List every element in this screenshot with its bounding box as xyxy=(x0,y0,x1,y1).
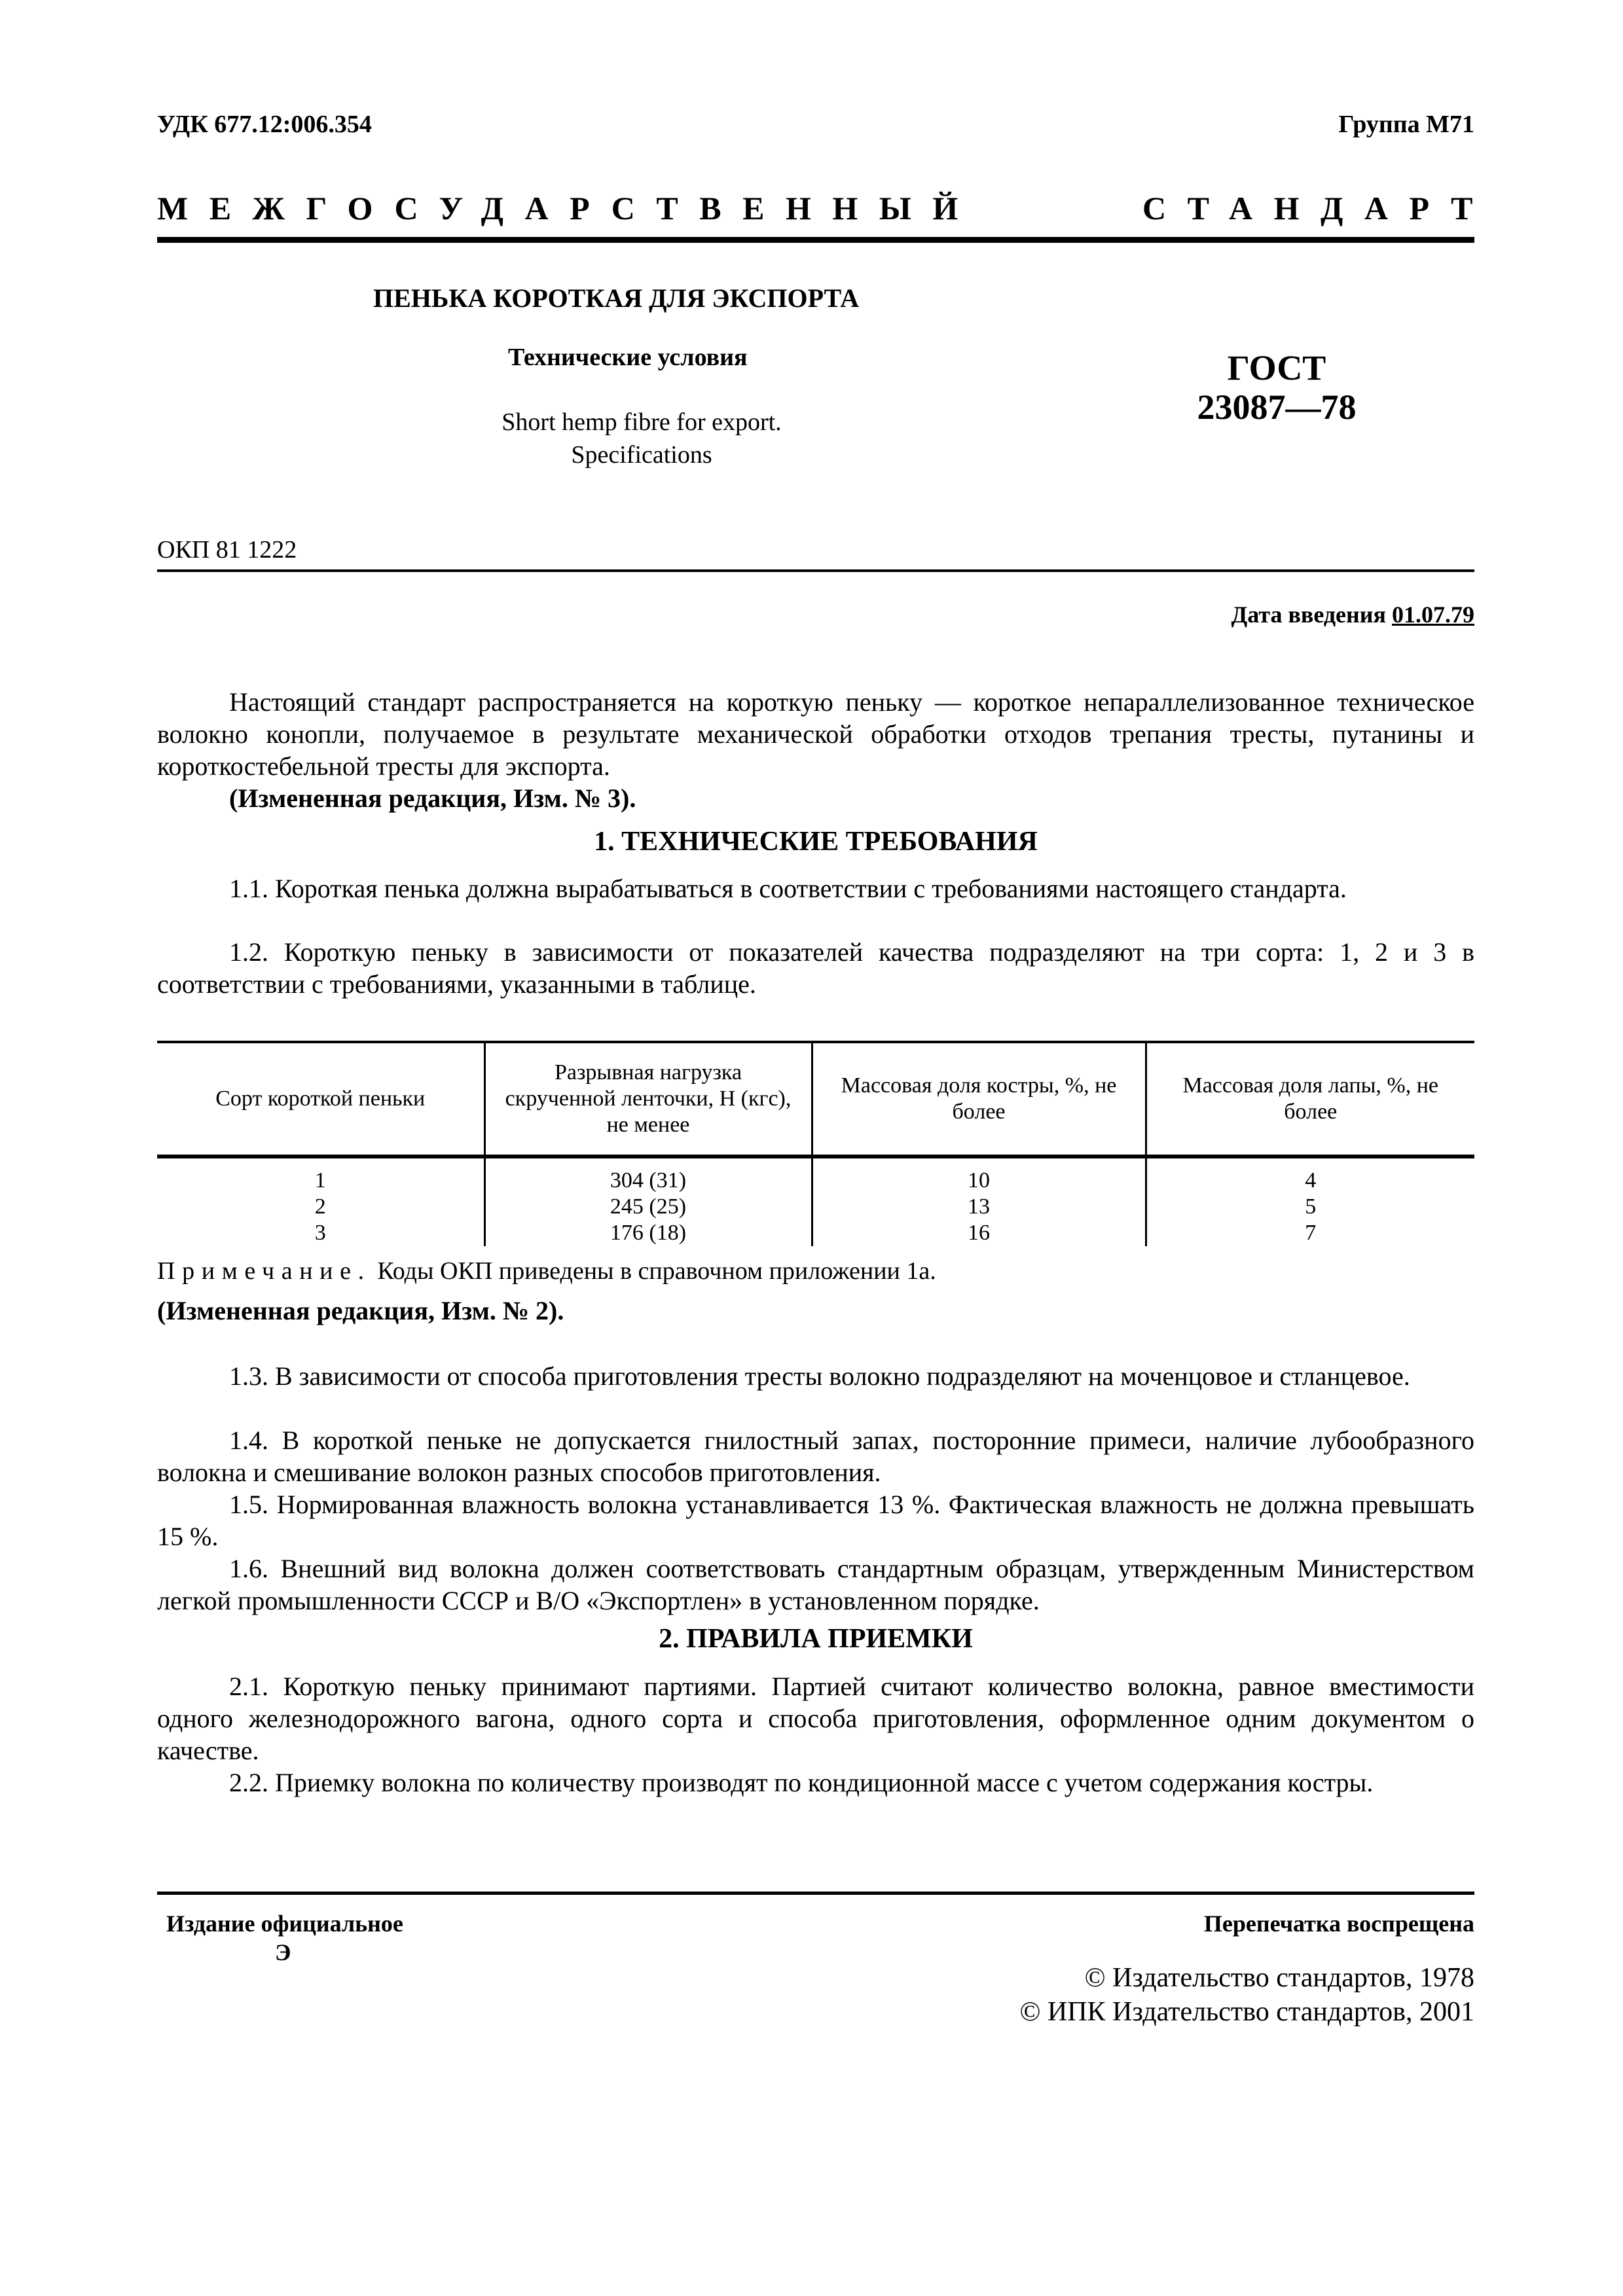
banner-word-standard: СТАНДАРТ xyxy=(1142,190,1494,226)
copyright-1978: © Издательство стандартов, 1978 xyxy=(1084,1963,1474,1993)
table-cell-grade: 2 xyxy=(314,1194,326,1219)
footer-rule xyxy=(157,1892,1474,1895)
amendment-note-3: (Измененная редакция, Изм. № 3). xyxy=(229,783,636,813)
effective-date-value: 01.07.79 xyxy=(1392,601,1474,628)
clause-1-2: 1.2. Короткую пеньку в зависимости от показателей качества подразделяют на три сорта: 1, 2 и 3 в соответствии с требованиями, указанными в таблице. xyxy=(157,937,1474,999)
table-note xyxy=(157,1257,936,1285)
clause-1-4: 1.4. В короткой пеньке не допускается гнилостный запах, посторонние примеси, наличие лубообразного волокна и смешивание волокон разных способов приготовления. xyxy=(157,1426,1474,1487)
table-cell-lapa-content: 4 xyxy=(1146,1157,1474,1194)
gost-number: 23087—78 xyxy=(1197,387,1357,427)
table-cell-grade: 1 xyxy=(314,1168,326,1193)
table-row xyxy=(157,1157,1474,1194)
table-cell-breaking-load: 304 (31) xyxy=(484,1157,812,1194)
table-row xyxy=(157,1194,1474,1220)
gost-designation xyxy=(1178,348,1375,427)
amendment-note-2: (Измененная редакция, Изм. № 2). xyxy=(157,1296,564,1325)
document-subtitle: Технические условия xyxy=(508,344,748,371)
document-title: ПЕНЬКА КОРОТКАЯ ДЛЯ ЭКСПОРТА xyxy=(373,283,860,313)
english-title-line-1: Short hemp fibre for export. xyxy=(501,408,782,436)
okp-rule xyxy=(157,569,1474,572)
section-1-heading: 1. ТЕХНИЧЕСКИЕ ТРЕБОВАНИЯ xyxy=(594,827,1038,857)
page-header xyxy=(157,110,1474,149)
banner-word-interstate: МЕЖГОСУДАРСТВЕННЫЙ xyxy=(157,190,979,226)
section-2-heading: 2. ПРАВИЛА ПРИЕМКИ xyxy=(659,1624,973,1654)
clause-1-5: 1.5. Нормированная влажность волокна устанавливается 13 %. Фактическая влажность не должна превышать 15 %. xyxy=(157,1490,1474,1551)
table-header-breaking-load: Разрывная нагрузка скрученной ленточки, Н (кгс), не менее xyxy=(484,1042,812,1157)
okp-code: ОКП 81 1222 xyxy=(157,536,297,564)
group-code: Группа М71 xyxy=(1338,111,1474,138)
clause-1-3: 1.3. В зависимости от способа приготовления тресты волокно подразделяют на моченцовое и стланцевое. xyxy=(229,1361,1410,1391)
intro-paragraph: Настоящий стандарт распространяется на короткую пеньку — короткое непараллелизованное техническое волокно конопли, получаемое в результате механической обработки отходов трепания тресты, путанины и короткостебельной тресты для экспорта. xyxy=(157,687,1474,781)
table-cell-shive-content: 16 xyxy=(812,1220,1146,1246)
table-cell-lapa-content: 7 xyxy=(1146,1220,1474,1246)
table-cell-lapa-content: 5 xyxy=(1146,1194,1474,1220)
table-cell-breaking-load: 176 (18) xyxy=(484,1220,812,1246)
effective-date-label: Дата введения xyxy=(1231,601,1392,628)
table-header-row xyxy=(157,1042,1474,1157)
table-cell-shive-content: 13 xyxy=(812,1194,1146,1220)
document-page xyxy=(157,0,1494,2296)
english-title xyxy=(471,406,812,471)
edition-mark: Э xyxy=(275,1939,291,1965)
udk-code: УДК 677.12:006.354 xyxy=(157,111,372,138)
table-cell-breaking-load: 245 (25) xyxy=(484,1194,812,1220)
grade-table xyxy=(157,1041,1474,1246)
table-header-shive-content: Массовая доля костры, %, не более xyxy=(812,1042,1146,1157)
table-cell-shive-content: 10 xyxy=(812,1157,1146,1194)
clause-1-6: 1.6. Внешний вид волокна должен соответствовать стандартным образцам, утвержденным Министерством легкой промышленности СССР и В/О «Экспортлен» в установленном порядке. xyxy=(157,1554,1474,1615)
effective-date xyxy=(1231,601,1475,628)
table-header-lapa-content: Массовая доля лапы, %, не более xyxy=(1146,1042,1474,1157)
reprint-notice: Перепечатка воспрещена xyxy=(1203,1910,1474,1937)
table-cell-grade: 3 xyxy=(314,1221,326,1245)
banner-rule xyxy=(157,237,1474,243)
clause-2-1: 2.1. Короткую пеньку принимают партиями. Партией считают количество волокна, равное вместимости одного железнодорожного вагона, одного сорта и способа приготовления, оформленное одним документом о качестве. xyxy=(157,1672,1474,1765)
table-header-grade: Сорт короткой пеньки xyxy=(157,1042,484,1157)
note-text: Коды ОКП приведены в справочном приложении 1а. xyxy=(371,1257,936,1285)
note-label: Примечание. xyxy=(157,1257,371,1285)
official-edition: Издание официальное xyxy=(166,1910,403,1937)
clause-2-2: 2.2. Приемку волокна по количеству производят по кондиционной массе с учетом содержания костры. xyxy=(229,1768,1374,1797)
table-row xyxy=(157,1220,1474,1246)
english-title-line-2: Specifications xyxy=(571,441,712,469)
copyright-2001: © ИПК Издательство стандартов, 2001 xyxy=(1019,1997,1474,2027)
clause-1-1: 1.1. Короткая пенька должна вырабатываться в соответствии с требованиями настоящего стандарта. xyxy=(229,874,1347,903)
gost-label: ГОСТ xyxy=(1227,348,1326,387)
